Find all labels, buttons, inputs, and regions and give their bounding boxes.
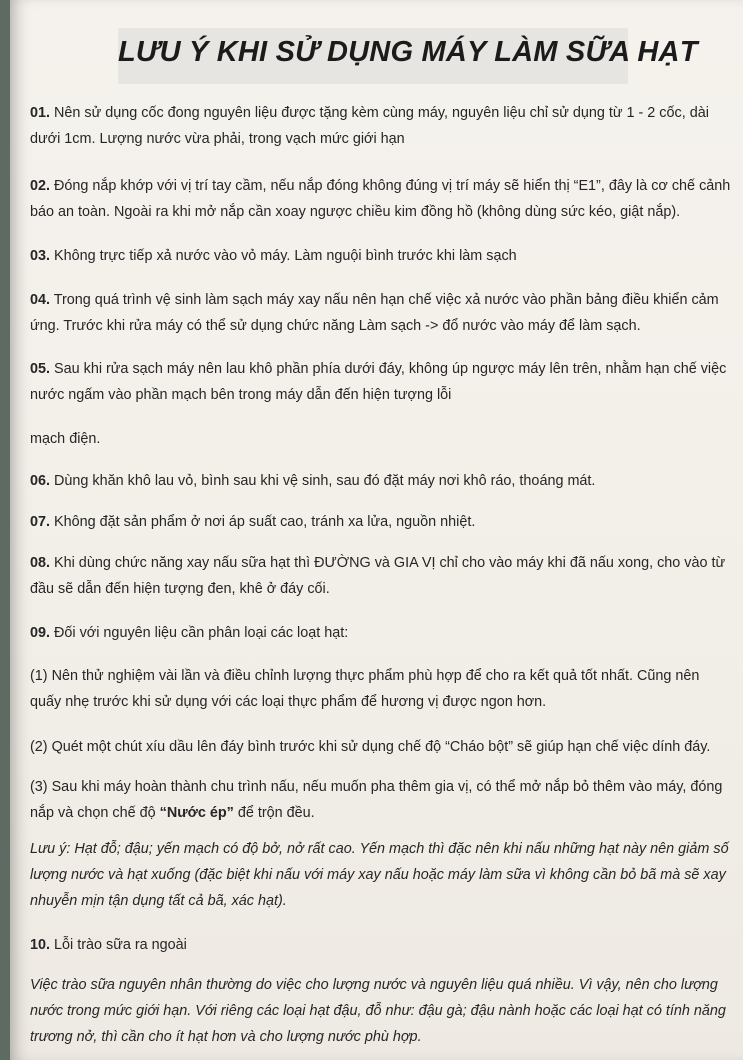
item-number: 03. [30, 248, 51, 264]
item-10 [30, 932, 734, 958]
mode-name: “Nước ép” [159, 805, 234, 821]
item-05 [30, 356, 734, 408]
item-text: Trong quá trình vệ sinh làm sạch máy xay nấu nên hạn chế việc xả nước vào phần bảng điều khiển cảm ứng. Trước khi rửa máy có thể sử dụng chức năng Làm sạch -> đổ nước vào máy để làm sạch. [30, 292, 719, 334]
final-note-paragraph: Việc trào sữa nguyên nhân thường do việc cho lượng nước và nguyên liệu quá nhiều. Vì vậy, nên cho lượng nước trong mức giới hạn. Với riêng các loại hạt đậu, đỗ như: đậu gà; đậu nành hoặc các loại hạt có tính năng trương nở, thì cần cho ít hạt hơn và cho lượng nước phù hợp. [30, 977, 726, 1045]
note-paragraph: Lưu ý: Hạt đỗ; đậu; yến mạch có độ bở, nở rất cao. Yến mạch thì đặc nên khi nấu những hạt này nên giảm số lượng nước và hạt xuống (đặc biệt khi nấu với máy xay nấu hoặc máy làm sữa vì không cần bỏ bã mà sẽ xay nhuyễn mịn tận dụng tất cả bã, xác hạt). [30, 841, 729, 909]
item-text: Nên sử dụng cốc đong nguyên liệu được tặng kèm cùng máy, nguyên liệu chỉ sử dụng từ 1 - 2 cốc, dài dưới 1cm. Lượng nước vừa phải, trong vạch mức giới hạn [30, 105, 709, 147]
item-08 [30, 550, 734, 602]
subitem-1: (1) Nên thử nghiệm vài lần và điều chỉnh lượng thực phẩm phù hợp để cho ra kết quả tốt nhất. Cũng nên quấy nhẹ trước khi sử dụng với các loại thực phẩm để hương vị được ngon hơn. [30, 668, 700, 710]
item-number: 06. [30, 473, 51, 489]
item-number: 02. [30, 178, 51, 194]
item-text: Dùng khăn khô lau vỏ, bình sau khi vệ sinh, sau đó đặt máy nơi khô ráo, thoáng mát. [50, 473, 596, 489]
item-text: Đóng nắp khớp với vị trí tay cầm, nếu nắp đóng không đúng vị trí máy sẽ hiển thị “E1”, đây là cơ chế cảnh báo an toàn. Ngoài ra khi mở nắp cần xoay ngược chiều kim đồng hồ (không dùng sức kéo, giật nắp). [30, 178, 731, 220]
item-02 [30, 173, 734, 225]
item-number: 08. [30, 555, 51, 571]
item-03 [30, 243, 734, 269]
page-title: LƯU Ý KHI SỬ DỤNG MÁY LÀM SỮA HẠT [118, 36, 698, 68]
item-text: Đối với nguyên liệu cần phân loại các loạt hạt: [50, 625, 349, 641]
item-number: 07. [30, 514, 51, 530]
subitem-3 [30, 774, 734, 826]
item-text: Sau khi rửa sạch máy nên lau khô phần phía dưới đáy, không úp ngược máy lên trên, nhằm hạn chế việc nước ngấm vào phần mạch bên trong máy dẫn đến hiện tượng lỗi [30, 361, 727, 403]
item-06 [30, 468, 734, 494]
subitem-text-end: để trộn đều. [233, 805, 315, 821]
item-text: Không đặt sản phẩm ở nơi áp suất cao, tránh xa lửa, nguồn nhiệt. [50, 514, 476, 530]
item-text: Không trực tiếp xả nước vào vỏ máy. Làm nguội bình trước khi làm sạch [50, 248, 517, 264]
item-04 [30, 287, 734, 339]
item-07 [30, 509, 734, 535]
item-number: 04. [30, 292, 51, 308]
item-number: 09. [30, 625, 51, 641]
instruction-sheet [10, 0, 743, 1060]
item-text: Khi dùng chức năng xay nấu sữa hạt thì ĐƯỜNG và GIA VỊ chỉ cho vào máy khi đã nấu xong, cho vào từ đầu sẽ dẫn đến hiện tượng đen, khê ở đáy cối. [30, 555, 726, 597]
item-number: 10. [30, 937, 51, 953]
item-text: mạch điện. [30, 431, 101, 447]
item-09 [30, 620, 734, 646]
subitem-text: (3) Sau khi máy hoàn thành chu trình nấu, nếu muốn pha thêm gia vị, có thể mở nắp bỏ thêm vào máy, đóng nắp và chọn chế độ [30, 779, 723, 821]
item-number: 05. [30, 361, 51, 377]
item-05-continued [30, 426, 734, 452]
item-text: Lỗi trào sữa ra ngoài [50, 937, 187, 953]
item-number: 01. [30, 105, 51, 121]
subitem-2: (2) Quét một chút xíu dầu lên đáy bình trước khi sử dụng chế độ “Cháo bột” sẽ giúp hạn chế việc dính đáy. [30, 739, 711, 755]
item-01 [30, 100, 734, 152]
